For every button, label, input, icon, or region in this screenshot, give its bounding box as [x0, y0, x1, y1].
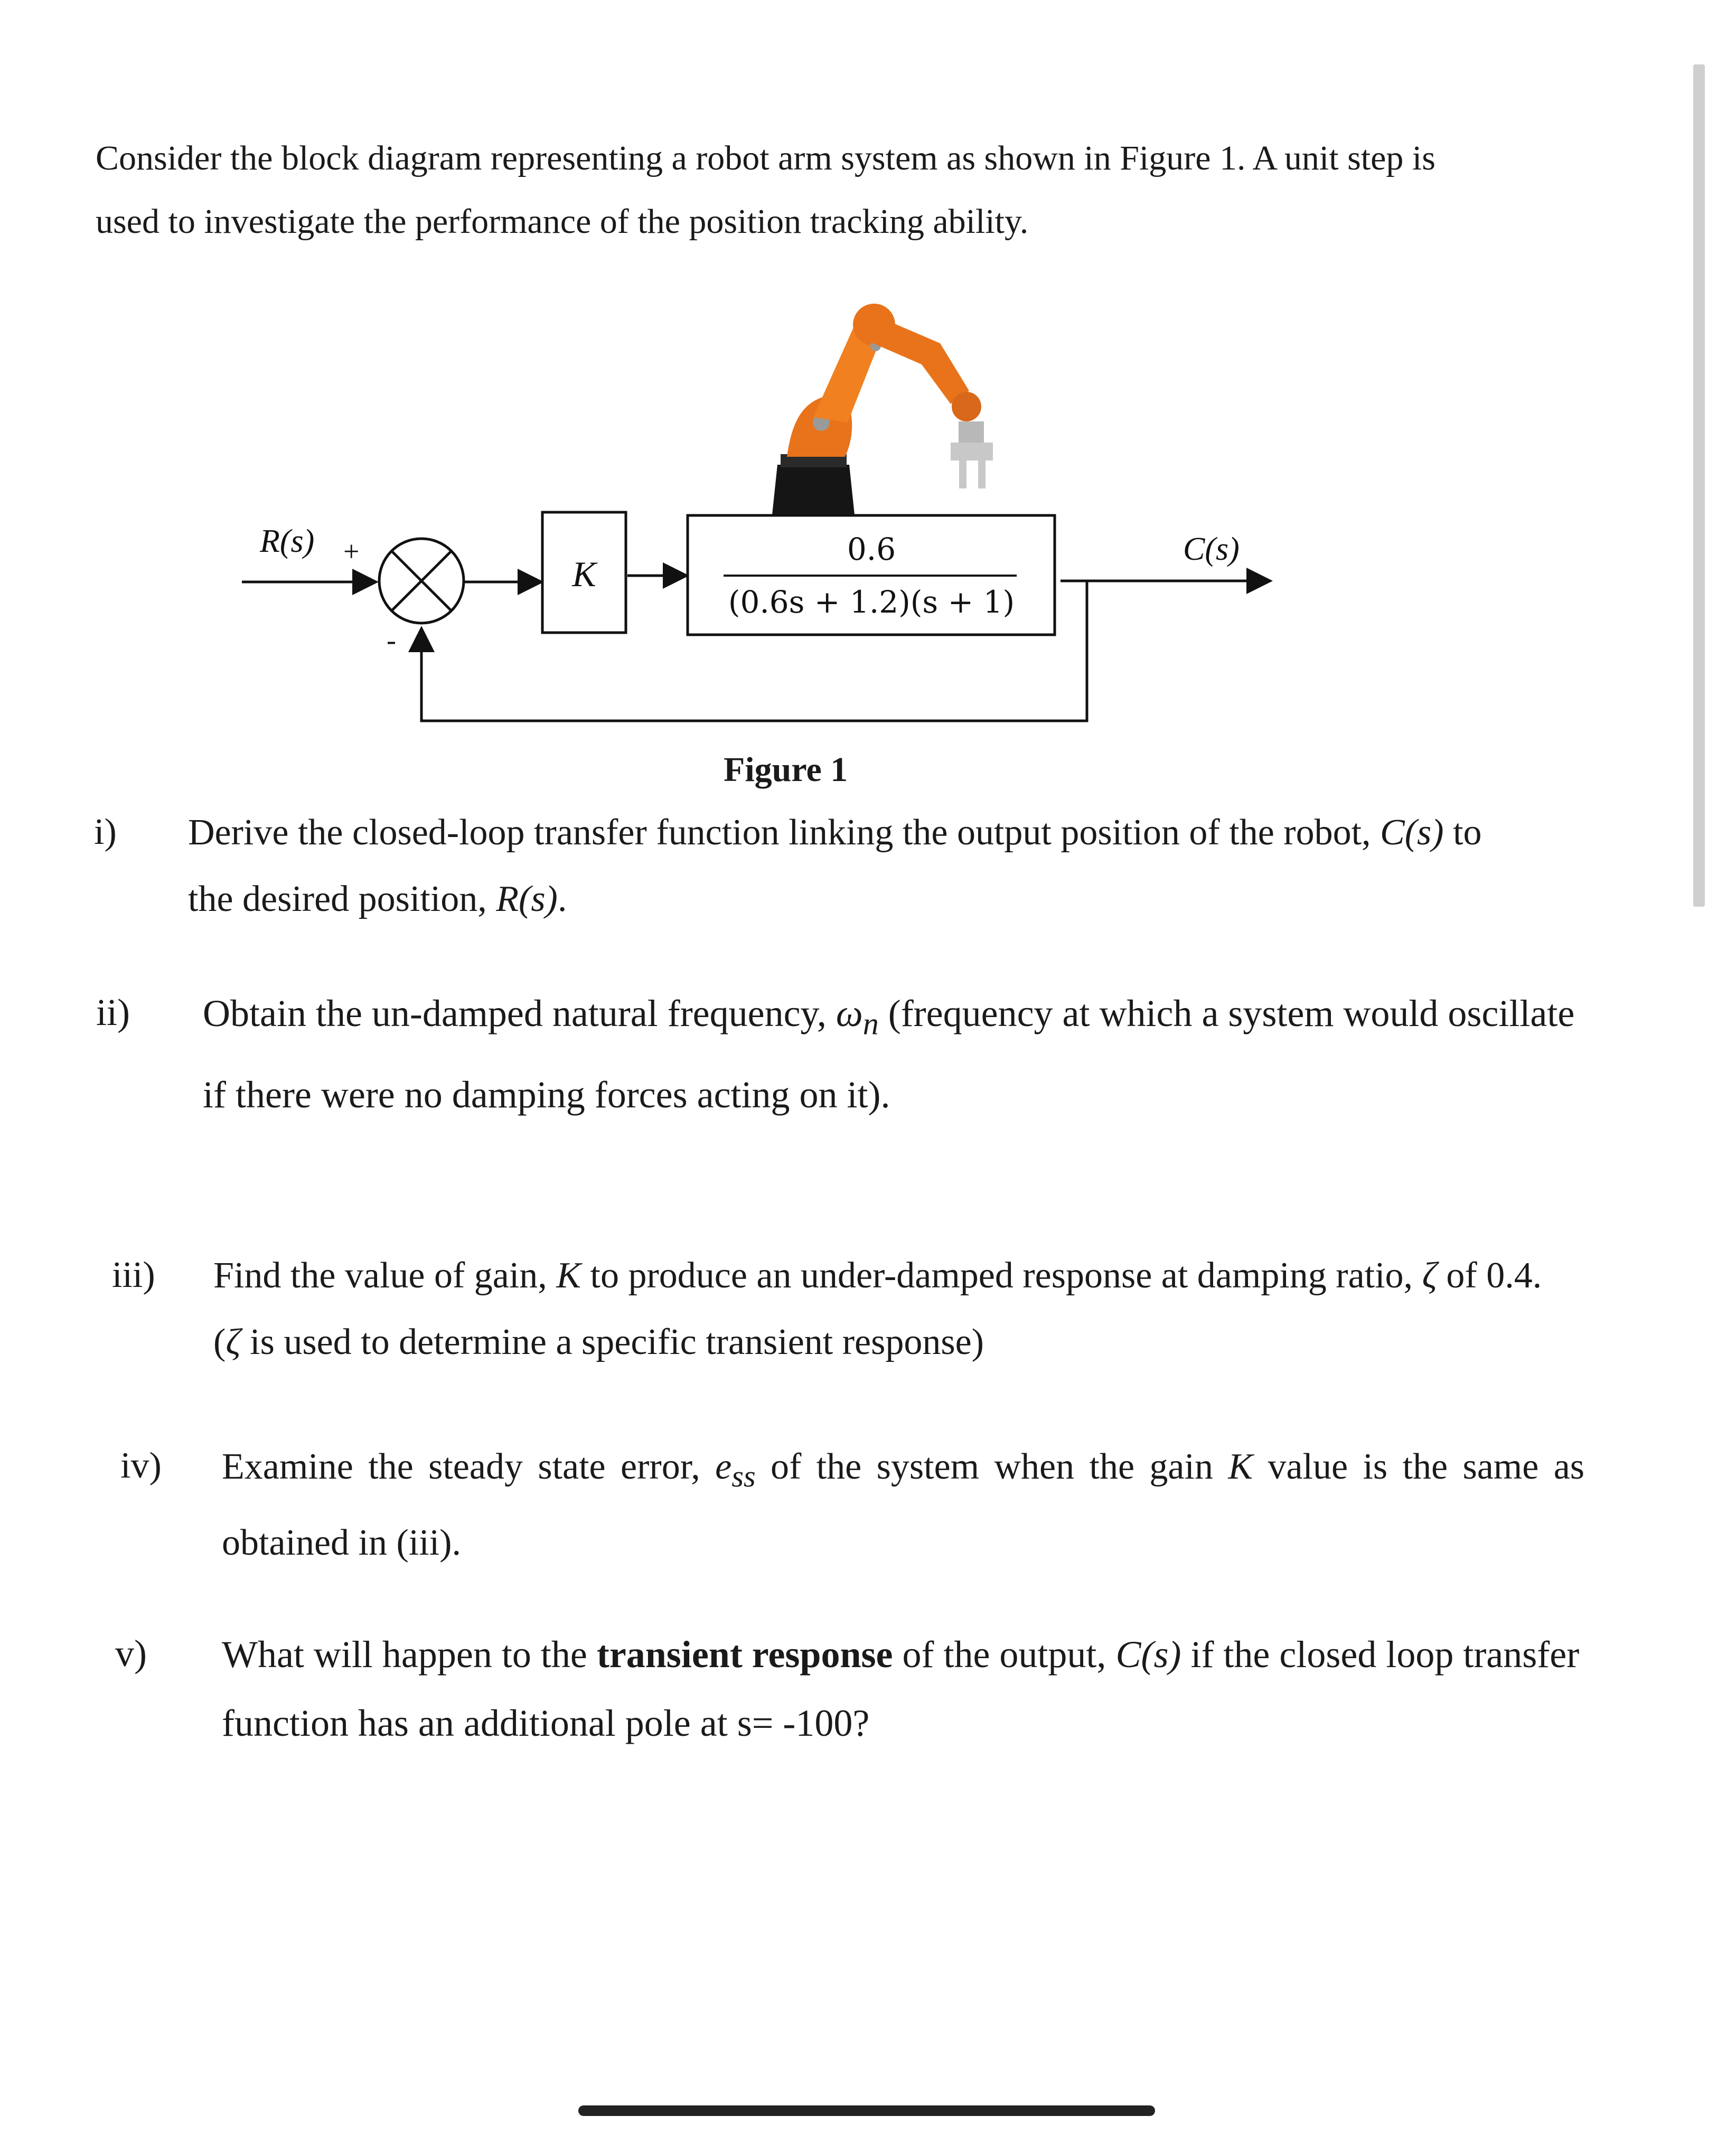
question-1-line-2: the desired position, R(s). — [188, 879, 567, 919]
question-2-number: ii) — [96, 991, 130, 1033]
question-3-number: iii) — [112, 1255, 155, 1295]
robot-arm-illustration — [772, 304, 993, 515]
question-4-text — [222, 1434, 1584, 1576]
bold-phrase: transient response — [596, 1633, 893, 1676]
minus-sign: - — [387, 624, 396, 656]
output-var: C(s) — [1380, 812, 1444, 853]
question-5-line-2: function has an additional pole at s= -100? — [222, 1702, 870, 1744]
question-1-line-1: Derive the closed-loop transfer function linking the output position of the robot, C(s) to — [188, 812, 1482, 853]
robot-wrist — [959, 421, 984, 443]
summing-junction — [379, 539, 464, 623]
question-1-text — [188, 800, 1498, 933]
robot-forearm — [861, 312, 969, 404]
gain-var: K — [556, 1255, 581, 1296]
question-4-line-2: obtained in (iii). — [222, 1522, 461, 1563]
error-subscript: ss — [731, 1459, 756, 1493]
zeta-symbol: ζ — [1422, 1255, 1437, 1296]
plant-numerator: 0.6 — [847, 531, 896, 567]
output-var-2: C(s) — [1115, 1633, 1181, 1676]
question-5-number: v) — [115, 1632, 147, 1675]
question-3-line-2: (ζ is used to determine a specific transient response) — [213, 1322, 984, 1362]
intro-line-1: Consider the block diagram representing a robot arm system as shown in Figure 1. A unit step is — [96, 139, 1435, 177]
intro-line-2: used to investigate the performance of the position tracking ability. — [96, 202, 1029, 241]
input-var: R(s) — [496, 879, 558, 919]
question-4-number: iv) — [120, 1445, 162, 1486]
robot-gripper — [951, 443, 993, 488]
question-1-number: i) — [94, 812, 117, 852]
plant-denominator: (0.6s + 1.2)(s + 1) — [728, 584, 1015, 620]
gain-label: K — [572, 554, 596, 594]
question-2-line-1: Obtain the un-damped natural frequency, $\omega_n$ (frequency at which a system would oscillate — [203, 992, 1575, 1041]
question-4-line-1: Examine the steady state error, $e_{ss}$ of the system when the gain K value is the same as — [222, 1446, 1584, 1493]
question-2-line-2: if there were no damping forces acting on it). — [203, 1074, 890, 1116]
error-var: e — [715, 1446, 732, 1487]
plus-sign: + — [343, 535, 360, 567]
figure-caption: Figure 1 — [724, 750, 848, 789]
question-2-text — [203, 978, 1671, 1131]
omega-symbol: ω — [836, 992, 863, 1034]
gain-var-2: K — [1228, 1446, 1253, 1487]
scrollbar[interactable] — [1693, 64, 1705, 907]
output-label: C(s) — [1183, 531, 1240, 567]
robot-base — [772, 465, 855, 515]
question-3-line-1: Find the value of gain, K to produce an under-damped response at damping ratio, ζ of 0.4. — [213, 1255, 1542, 1296]
zeta-symbol-2: ζ — [226, 1322, 241, 1362]
question-3-text — [213, 1243, 1639, 1376]
block-diagram — [0, 0, 1736, 750]
question-5-text — [222, 1620, 1690, 1757]
input-label: R(s) — [260, 523, 315, 559]
omega-subscript: n — [862, 1006, 879, 1041]
question-5-line-1: What will happen to the transient response of the output, C(s) if the closed loop transfer — [222, 1633, 1580, 1676]
home-indicator-bar[interactable] — [578, 2105, 1155, 2116]
